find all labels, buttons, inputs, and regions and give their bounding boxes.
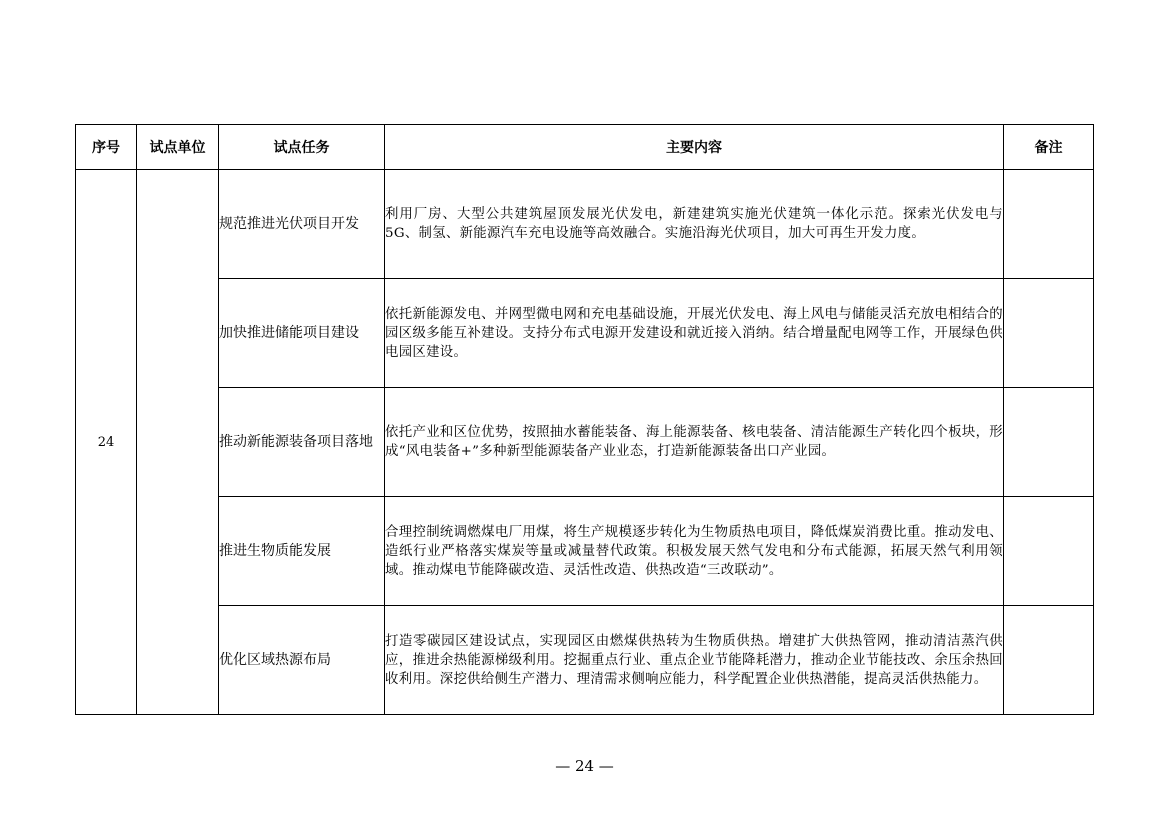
unit-cell <box>137 170 219 715</box>
table-row <box>76 170 1094 279</box>
task-cell: 优化区域热源布局 <box>219 606 385 715</box>
content-cell: 依托新能源发电、并网型微电网和充电基础设施，开展光伏发电、海上风电与储能灵活充放电相结合的园区级多能互补建设。支持分布式电源开发建设和就近接入消纳。结合增量配电网等工作，开展绿色供电园区建设。 <box>385 279 1004 388</box>
header-content: 主要内容 <box>385 125 1004 170</box>
table-row <box>76 279 1094 388</box>
task-cell: 规范推进光伏项目开发 <box>219 170 385 279</box>
pilot-task-table <box>75 124 1094 715</box>
note-cell <box>1004 170 1094 279</box>
table-header-row <box>76 125 1094 170</box>
header-task: 试点任务 <box>219 125 385 170</box>
task-cell: 推动新能源装备项目落地 <box>219 388 385 497</box>
header-seq: 序号 <box>76 125 137 170</box>
seq-cell: 24 <box>76 170 137 715</box>
content-cell: 利用厂房、大型公共建筑屋顶发展光伏发电，新建建筑实施光伏建筑一体化示范。探索光伏发电与5G、制氢、新能源汽车充电设施等高效融合。实施沿海光伏项目，加大可再生开发力度。 <box>385 170 1004 279</box>
content-cell: 依托产业和区位优势，按照抽水蓄能装备、海上能源装备、核电装备、清洁能源生产转化四个板块，形成“风电装备+”多种新型能源装备产业业态，打造新能源装备出口产业园。 <box>385 388 1004 497</box>
task-cell: 推进生物质能发展 <box>219 497 385 606</box>
note-cell <box>1004 606 1094 715</box>
header-note: 备注 <box>1004 125 1094 170</box>
task-cell: 加快推进储能项目建设 <box>219 279 385 388</box>
page-number: — 24 — <box>555 757 614 775</box>
table-row <box>76 606 1094 715</box>
content-cell: 合理控制统调燃煤电厂用煤，将生产规模逐步转化为生物质热电项目，降低煤炭消费比重。推动发电、造纸行业严格落实煤炭等量或减量替代政策。积极发展天然气发电和分布式能源，拓展天然气利用领域。推动煤电节能降碳改造、灵活性改造、供热改造“三改联动”。 <box>385 497 1004 606</box>
table-row <box>76 388 1094 497</box>
note-cell <box>1004 388 1094 497</box>
content-cell: 打造零碳园区建设试点，实现园区由燃煤供热转为生物质供热。增建扩大供热管网，推动清洁蒸汽供应，推进余热能源梯级利用。挖掘重点行业、重点企业节能降耗潜力，推动企业节能技改、余压余热回收利用。深挖供给侧生产潜力、理清需求侧响应能力，科学配置企业供热潜能，提高灵活供热能力。 <box>385 606 1004 715</box>
note-cell <box>1004 279 1094 388</box>
header-unit: 试点单位 <box>137 125 219 170</box>
note-cell <box>1004 497 1094 606</box>
table-row <box>76 497 1094 606</box>
